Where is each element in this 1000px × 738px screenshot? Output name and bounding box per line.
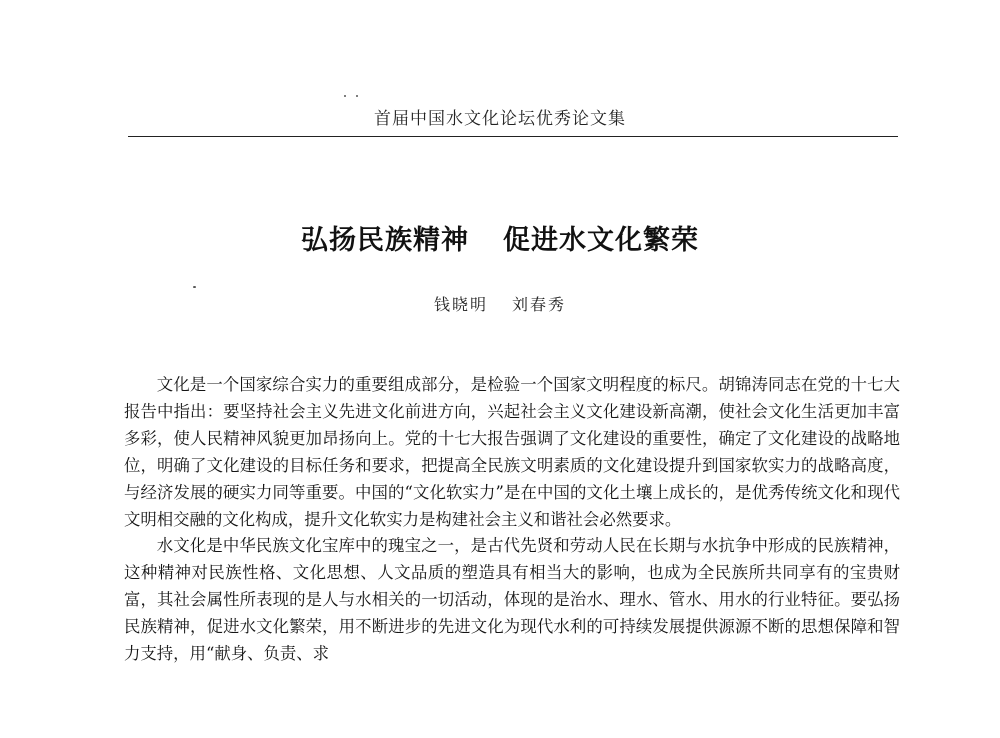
body-paragraph: 文化是一个国家综合实力的重要组成部分，是检验一个国家文明程度的标尺。胡锦涛同志在党的十七大报告中指出：要坚持社会主义先进文化前进方向，兴起社会主义文化建设新高潮，使社会文化生活更加丰富多彩，使人民精神风貌更加昂扬向上。党的十七大报告强调了文化建设的重要性，确定了文化建设的战略地位，明确了文化建设的目标任务和要求，把提高全民族文明素质的文化建设提升到国家软实力的战略高度，与经济发展的硬实力同等重要。中国的“文化软实力”是在中国的文化土壤上成长的，是优秀传统文化和现代文明相交融的文化构成，提升文化软实力是构建社会主义和谐社会必然要求。 bbox=[124, 375, 900, 529]
author-line bbox=[0, 292, 1000, 315]
author-name: 刘春秀 bbox=[512, 295, 567, 314]
running-header: 首届中国水文化论坛优秀论文集 bbox=[374, 109, 626, 129]
scan-speck bbox=[193, 286, 196, 288]
body-paragraph: 水文化是中华民族文化宝库中的瑰宝之一，是古代先贤和劳动人民在长期与水抗争中形成的民族精神，这种精神对民族性格、文化思想、人文品质的塑造具有相当大的影响，也成为全民族所共同享有的宝贵财富，其社会属性所表现的是人与水相关的一切活动，体现的是治水、理水、管水、用水的行业特征。要弘扬民族精神，促进水文化繁荣，用不断进步的先进文化为现代水利的可持续发展提供源源不断的思想保障和智力支持，用“献身、负责、求 bbox=[124, 536, 900, 664]
body-text bbox=[124, 372, 900, 668]
title-part-2: 促进水文化繁荣 bbox=[503, 225, 699, 256]
title-part-1: 弘扬民族精神 bbox=[301, 225, 469, 256]
header-rule bbox=[128, 136, 898, 137]
author-name: 钱晓明 bbox=[433, 295, 488, 314]
scan-speck bbox=[344, 95, 346, 97]
scan-speck bbox=[356, 95, 358, 97]
article-title bbox=[0, 218, 1000, 257]
